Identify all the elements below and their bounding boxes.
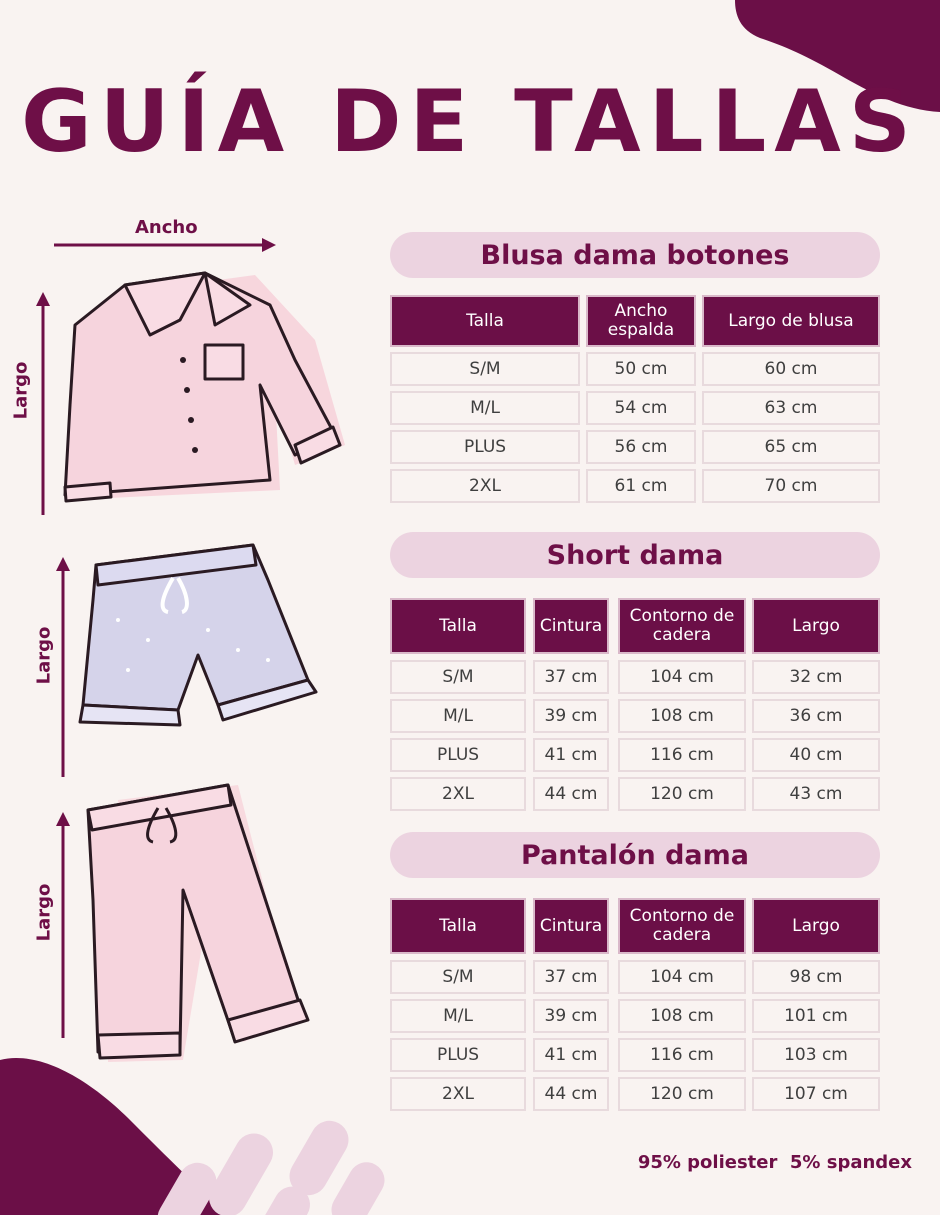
short-table-cell: 41 cm bbox=[533, 738, 609, 772]
short-table-cell: PLUS bbox=[390, 738, 526, 772]
pantalon-table-cell: 39 cm bbox=[533, 999, 609, 1033]
pantalon-header-cell: Contorno de cadera bbox=[618, 898, 746, 954]
blusa-table-cell: 56 cm bbox=[586, 430, 696, 464]
blusa-table-cell: S/M bbox=[390, 352, 580, 386]
pantalon-table-cell: 98 cm bbox=[752, 960, 880, 994]
largo-blusa-arrow-icon bbox=[33, 290, 53, 520]
pantalon-table-cell: 107 cm bbox=[752, 1077, 880, 1111]
pantalon-table-cell: 44 cm bbox=[533, 1077, 609, 1111]
blusa-table-cell: 50 cm bbox=[586, 352, 696, 386]
shorts-illustration bbox=[78, 540, 328, 740]
blusa-section-title: Blusa dama botones bbox=[390, 232, 880, 278]
fabric-composition: 95% poliester 5% spandex bbox=[637, 1152, 912, 1173]
short-table-cell: 44 cm bbox=[533, 777, 609, 811]
blusa-table-cell: 60 cm bbox=[702, 352, 880, 386]
pantalon-section-title: Pantalón dama bbox=[390, 832, 880, 878]
pantalon-table-cell: 108 cm bbox=[618, 999, 746, 1033]
ancho-arrow-icon bbox=[52, 235, 282, 255]
short-header-cell: Cintura bbox=[533, 598, 609, 654]
pantalon-table-cell: M/L bbox=[390, 999, 526, 1033]
blusa-table-cell: 54 cm bbox=[586, 391, 696, 425]
pants-illustration bbox=[88, 780, 328, 1070]
largo-short-label: Largo bbox=[33, 626, 55, 685]
pantalon-table-cell: 116 cm bbox=[618, 1038, 746, 1072]
short-table-cell: 40 cm bbox=[752, 738, 880, 772]
blusa-table-cell: 65 cm bbox=[702, 430, 880, 464]
page-title: GUÍA DE TALLAS bbox=[21, 72, 919, 172]
blusa-table-cell: 61 cm bbox=[586, 469, 696, 503]
largo-pantalon-arrow-icon bbox=[53, 810, 73, 1040]
blusa-header-cell: Largo de blusa bbox=[702, 295, 880, 347]
pantalon-table-cell: 101 cm bbox=[752, 999, 880, 1033]
pantalon-table-cell: 2XL bbox=[390, 1077, 526, 1111]
short-table-cell: 43 cm bbox=[752, 777, 880, 811]
pajama-shirt-illustration bbox=[55, 265, 355, 515]
blusa-table-cell: 70 cm bbox=[702, 469, 880, 503]
short-table-cell: 39 cm bbox=[533, 699, 609, 733]
pantalon-table-cell: 103 cm bbox=[752, 1038, 880, 1072]
short-table-cell: 37 cm bbox=[533, 660, 609, 694]
blusa-table-cell: 63 cm bbox=[702, 391, 880, 425]
pantalon-table-cell: S/M bbox=[390, 960, 526, 994]
pantalon-table-cell: 120 cm bbox=[618, 1077, 746, 1111]
pantalon-header-cell: Talla bbox=[390, 898, 526, 954]
short-table-cell: 2XL bbox=[390, 777, 526, 811]
pantalon-table-cell: 41 cm bbox=[533, 1038, 609, 1072]
pantalon-table-cell: 37 cm bbox=[533, 960, 609, 994]
short-table-cell: 104 cm bbox=[618, 660, 746, 694]
short-table-cell: S/M bbox=[390, 660, 526, 694]
blusa-table-cell: 2XL bbox=[390, 469, 580, 503]
short-header-cell: Contorno de cadera bbox=[618, 598, 746, 654]
largo-pantalon-label: Largo bbox=[33, 883, 55, 942]
short-header-cell: Largo bbox=[752, 598, 880, 654]
short-table-cell: 116 cm bbox=[618, 738, 746, 772]
blusa-header-cell: Ancho espalda bbox=[586, 295, 696, 347]
short-section-title: Short dama bbox=[390, 532, 880, 578]
largo-blusa-label: Largo bbox=[10, 361, 32, 420]
blusa-table-cell: M/L bbox=[390, 391, 580, 425]
blusa-header-cell: Talla bbox=[390, 295, 580, 347]
pantalon-table-cell: PLUS bbox=[390, 1038, 526, 1072]
short-table-cell: M/L bbox=[390, 699, 526, 733]
short-table-cell: 120 cm bbox=[618, 777, 746, 811]
short-table-cell: 108 cm bbox=[618, 699, 746, 733]
blusa-table-cell: PLUS bbox=[390, 430, 580, 464]
ancho-label: Ancho bbox=[135, 217, 198, 238]
pantalon-table-cell: 104 cm bbox=[618, 960, 746, 994]
short-table-cell: 36 cm bbox=[752, 699, 880, 733]
short-table-cell: 32 cm bbox=[752, 660, 880, 694]
short-header-cell: Talla bbox=[390, 598, 526, 654]
pantalon-header-cell: Largo bbox=[752, 898, 880, 954]
largo-short-arrow-icon bbox=[53, 555, 73, 780]
pantalon-header-cell: Cintura bbox=[533, 898, 609, 954]
